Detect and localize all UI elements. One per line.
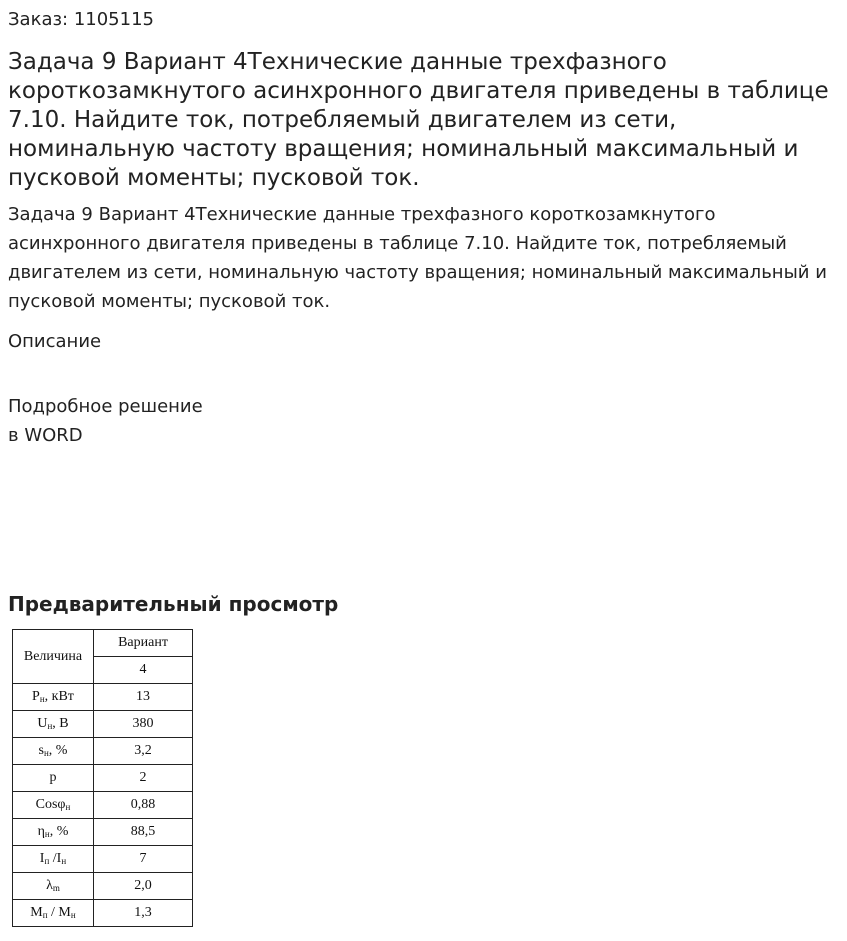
value-cell: 0,88 [94, 792, 193, 819]
quantity-cell [13, 792, 94, 819]
quantity-subscript-2: н [61, 856, 67, 866]
solution-line-1: Подробное решение [8, 396, 203, 417]
motor-data-table [12, 629, 193, 927]
value-cell: 2,0 [94, 873, 193, 900]
table-row [13, 846, 193, 873]
quantity-cell [13, 738, 94, 765]
quantity-symbol: M [30, 905, 43, 920]
quantity-subscript: н [44, 829, 50, 839]
table-row [13, 900, 193, 927]
quantity-cell [13, 873, 94, 900]
preview-title: Предварительный просмотр [8, 592, 339, 616]
quantity-subscript: н [65, 802, 71, 812]
table-row [13, 819, 193, 846]
value-cell: 13 [94, 684, 193, 711]
quantity-symbol: P [32, 689, 40, 704]
quantity-cell [13, 900, 94, 927]
quantity-unit: , % [49, 824, 69, 839]
quantity-cell [13, 711, 94, 738]
quantity-unit: , % [48, 743, 68, 758]
table-row [13, 711, 193, 738]
task-description: Задача 9 Вариант 4Технические данные трехфазного короткозамкнутого асинхронного двигателя приведены в таблице 7.10. Найдите ток, потребляемый двигателем из сети, номинальную частоту вращения; номинальный максимальный и пусковой моменты; пусковой ток. [8, 204, 827, 312]
quantity-symbol: s [38, 743, 44, 758]
header-variant: Вариант [94, 630, 193, 657]
quantity-subscript: н [47, 721, 53, 731]
value-cell: 1,3 [94, 900, 193, 927]
quantity-cell [13, 846, 94, 873]
quantity-symbol: p [49, 770, 57, 785]
table-row [13, 684, 193, 711]
quantity-subscript-2: н [70, 910, 76, 920]
quantity-symbol: Cosφ [35, 797, 66, 812]
header-quantity: Величина [13, 630, 94, 684]
quantity-symbol: I [39, 851, 45, 866]
order-number: Заказ: 1105115 [8, 9, 154, 30]
quantity-unit: / M [47, 905, 71, 920]
table-row [13, 873, 193, 900]
value-cell: 2 [94, 765, 193, 792]
value-cell: 380 [94, 711, 193, 738]
quantity-unit: , кВт [44, 689, 74, 704]
task-title: Задача 9 Вариант 4Технические данные трехфазного короткозамкнутого асинхронного двигателя приведены в таблице 7.10. Найдите ток, потребляемый двигателем из сети, номинальную частоту вращения; номинальный максимальный и пусковой моменты; пусковой ток. [8, 49, 829, 191]
table-row [13, 792, 193, 819]
quantity-unit: /I [49, 851, 62, 866]
quantity-cell [13, 765, 94, 792]
variant-number: 4 [94, 657, 193, 684]
quantity-symbol: λ [46, 878, 53, 893]
solution-note [8, 392, 203, 450]
table-row [13, 765, 193, 792]
value-cell: 3,2 [94, 738, 193, 765]
value-cell: 88,5 [94, 819, 193, 846]
quantity-subscript: н [39, 694, 45, 704]
quantity-subscript: п [42, 910, 48, 920]
quantity-cell [13, 684, 94, 711]
quantity-cell [13, 819, 94, 846]
description-label: Описание [8, 331, 102, 352]
value-cell: 7 [94, 846, 193, 873]
quantity-unit: , В [52, 716, 69, 731]
quantity-symbol: η [37, 824, 45, 839]
table-row [13, 738, 193, 765]
quantity-subscript: п [44, 856, 50, 866]
table-header-row [13, 630, 193, 657]
quantity-symbol: U [37, 716, 48, 731]
quantity-subscript: m [52, 883, 60, 893]
solution-line-2: в WORD [8, 425, 83, 446]
quantity-subscript: н [43, 748, 49, 758]
